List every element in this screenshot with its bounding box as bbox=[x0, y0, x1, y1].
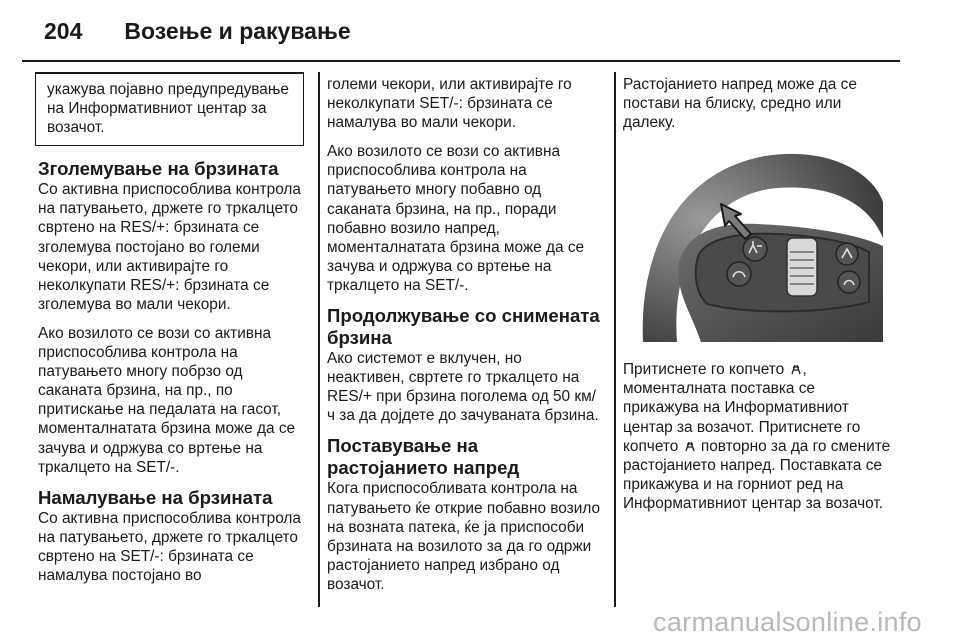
column-divider-2 bbox=[614, 72, 616, 607]
chapter-title: Возење и ракување bbox=[124, 17, 351, 44]
paragraph-resume: Ако системот е вклучен, но неактивен, свртете го тркалцето на RES/+ при брзина поголема од 50 км/ч за да дојдете до зачуваната брзина. bbox=[327, 350, 599, 425]
heading-set-distance: Поставување на растојанието напред bbox=[327, 435, 520, 479]
press-text-2: , моменталната поставка се прикажува на Информативниот центар за возачот. Притиснете го копчето bbox=[623, 361, 861, 455]
paragraph-distance-intro: Растојанието напред може да се постави на блиску, средно или далеку. bbox=[623, 76, 857, 132]
heading-decrease-speed: Намалување на брзината bbox=[38, 486, 273, 508]
press-text-3: повторно за да го смените растојанието напред. Поставката се прикажува и на горниот ред на Информативниот центар за возачот. bbox=[623, 437, 891, 512]
note-box bbox=[35, 72, 304, 146]
paragraph-increase-1: Со активна приспособлива контрола на патувањето, држете го тркалцето свртено на RES/+: брзината се зголемува постојано во големи чекори, или активирајте го неколкупати RES/+: брзината се зголемува во мали чекори. bbox=[38, 181, 301, 313]
heading-resume-speed: Продолжување со снимената брзина bbox=[327, 305, 600, 349]
press-text-1: Притиснете го копчето bbox=[623, 361, 785, 379]
distance-button-icon bbox=[789, 362, 803, 376]
steering-wheel-illustration bbox=[637, 142, 883, 342]
paragraph-decrease-cont: големи чекори, или активирајте го неколкупати SET/-: брзината се намалува во мали чекори. bbox=[327, 76, 572, 132]
heading-increase-speed: Зголемување на брзината bbox=[38, 158, 279, 180]
paragraph-distance-button bbox=[623, 360, 893, 513]
paragraph-distance: Кога приспособливата контрола на патувањето ќе открие побавно возило на возната патека, ќе ја приспособи брзината на возилото за да го одржи растојанието напред избрано од возачот. bbox=[327, 480, 601, 593]
header-rule bbox=[22, 60, 900, 62]
distance-button-icon bbox=[683, 439, 697, 453]
steering-wheel-drawing bbox=[637, 142, 883, 342]
column-divider-1 bbox=[318, 72, 320, 607]
note-text: укажува појавно предупредување на Информативниот центар за возачот. bbox=[47, 81, 289, 137]
column-2 bbox=[327, 75, 602, 604]
column-3 bbox=[623, 75, 893, 523]
paragraph-decrease: Со активна приспособлива контрола на патувањето, држете го тркалцето свртено на SET/-: брзината се намалува постојано во bbox=[38, 509, 301, 584]
paragraph-slower: Ако возилото се вози со активна приспособлива контрола на патувањето многу побавно од саканата брзина, на пр., поради побавно возило напред, моменталнатата брзина може да се зачува и одржува со вртење на тркалцето на SET/-. bbox=[327, 143, 585, 294]
page-number: 204 bbox=[44, 17, 83, 44]
paragraph-increase-2: Ако возилото се вози со активна приспособлива контрола на патувањето многу побрзо од саканата брзина, на пр., по притискање на педалата на гасот, моменталнатата брзина може да се зачува и одржува со вртење на тркалцето на SET/-. bbox=[38, 324, 296, 476]
watermark: carmanualsonline.info bbox=[653, 607, 922, 637]
column-1 bbox=[38, 72, 304, 595]
page-header bbox=[44, 14, 351, 48]
